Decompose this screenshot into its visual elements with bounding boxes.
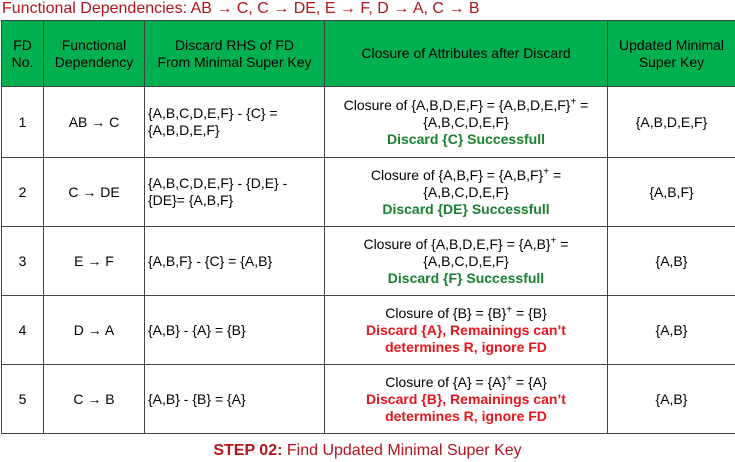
table-row — [2, 87, 735, 158]
table-row — [2, 365, 735, 434]
cell-discard: {A,B,F} - {C} = {A,B} — [145, 227, 325, 296]
cell-functional-dependency: C → DE — [44, 158, 145, 227]
step-text: Find Updated Minimal Super Key — [282, 442, 522, 459]
cell-discard: {A,B} - {A} = {B} — [145, 296, 325, 365]
status-fail: Discard {A}, Remainings can’t determines R, ignore FD — [366, 321, 566, 355]
cell-closure: Closure of {A,B,F} = {A,B,F}+ = {A,B,C,D,E,F} Discard {DE} Successfull — [325, 158, 608, 227]
header-fd-no: FD No. — [2, 21, 44, 87]
cell-fd-no: 4 — [2, 296, 44, 365]
header-closure: Closure of Attributes after Discard — [325, 21, 608, 87]
cell-discard: {A,B} - {B} = {A} — [145, 365, 325, 434]
header-updated-minimal-super-key: Updated Minimal Super Key — [608, 21, 735, 87]
header-functional-dependency: Functional Dependency — [44, 21, 145, 87]
cell-closure: Closure of {B} = {B}+ = {B} Discard {A}, Remainings can’t determines R, ignore FD — [325, 296, 608, 365]
cell-updated-key: {A,B} — [608, 365, 735, 434]
cell-closure: Closure of {A,B,D,E,F} = {A,B,D,E,F}+ = {A,B,C,D,E,F} Discard {C} Successfull — [325, 87, 608, 158]
page-title: Functional Dependencies: AB → C, C → DE, E → F, D → A, C → B — [2, 0, 480, 17]
table-row — [2, 227, 735, 296]
cell-closure: Closure of {A,B,D,E,F} = {A,B}+ = {A,B,C,D,E,F} Discard {F} Successfull — [325, 227, 608, 296]
status-success: Discard {C} Successfull — [387, 130, 545, 147]
fd-table — [1, 20, 735, 434]
cell-closure: Closure of {A} = {A}+ = {A} Discard {B}, Remainings can’t determines R, ignore FD — [325, 365, 608, 434]
table-row — [2, 158, 735, 227]
step-caption — [0, 440, 735, 462]
status-success: Discard {DE} Successfull — [382, 200, 550, 217]
cell-functional-dependency: E → F — [44, 227, 145, 296]
cell-fd-no: 3 — [2, 227, 44, 296]
cell-updated-key: {A,B,F} — [608, 158, 735, 227]
cell-updated-key: {A,B,D,E,F} — [608, 87, 735, 158]
cell-functional-dependency: C → B — [44, 365, 145, 434]
status-success: Discard {F} Successfull — [387, 269, 545, 286]
cell-updated-key: {A,B} — [608, 227, 735, 296]
cell-updated-key: {A,B} — [608, 296, 735, 365]
header-row — [2, 21, 735, 87]
cell-functional-dependency: D → A — [44, 296, 145, 365]
cell-fd-no: 1 — [2, 87, 44, 158]
cell-discard: {A,B,C,D,E,F} - {C} = {A,B,D,E,F} — [145, 87, 325, 158]
cell-fd-no: 2 — [2, 158, 44, 227]
cell-functional-dependency: AB → C — [44, 87, 145, 158]
header-discard-rhs: Discard RHS of FD From Minimal Super Key — [145, 21, 325, 87]
cell-discard: {A,B,C,D,E,F} - {D,E} - {DE}= {A,B,F} — [145, 158, 325, 227]
step-label: STEP 02: — [213, 442, 283, 459]
table-row — [2, 296, 735, 365]
cell-fd-no: 5 — [2, 365, 44, 434]
status-fail: Discard {B}, Remainings can’t determines R, ignore FD — [366, 390, 566, 424]
